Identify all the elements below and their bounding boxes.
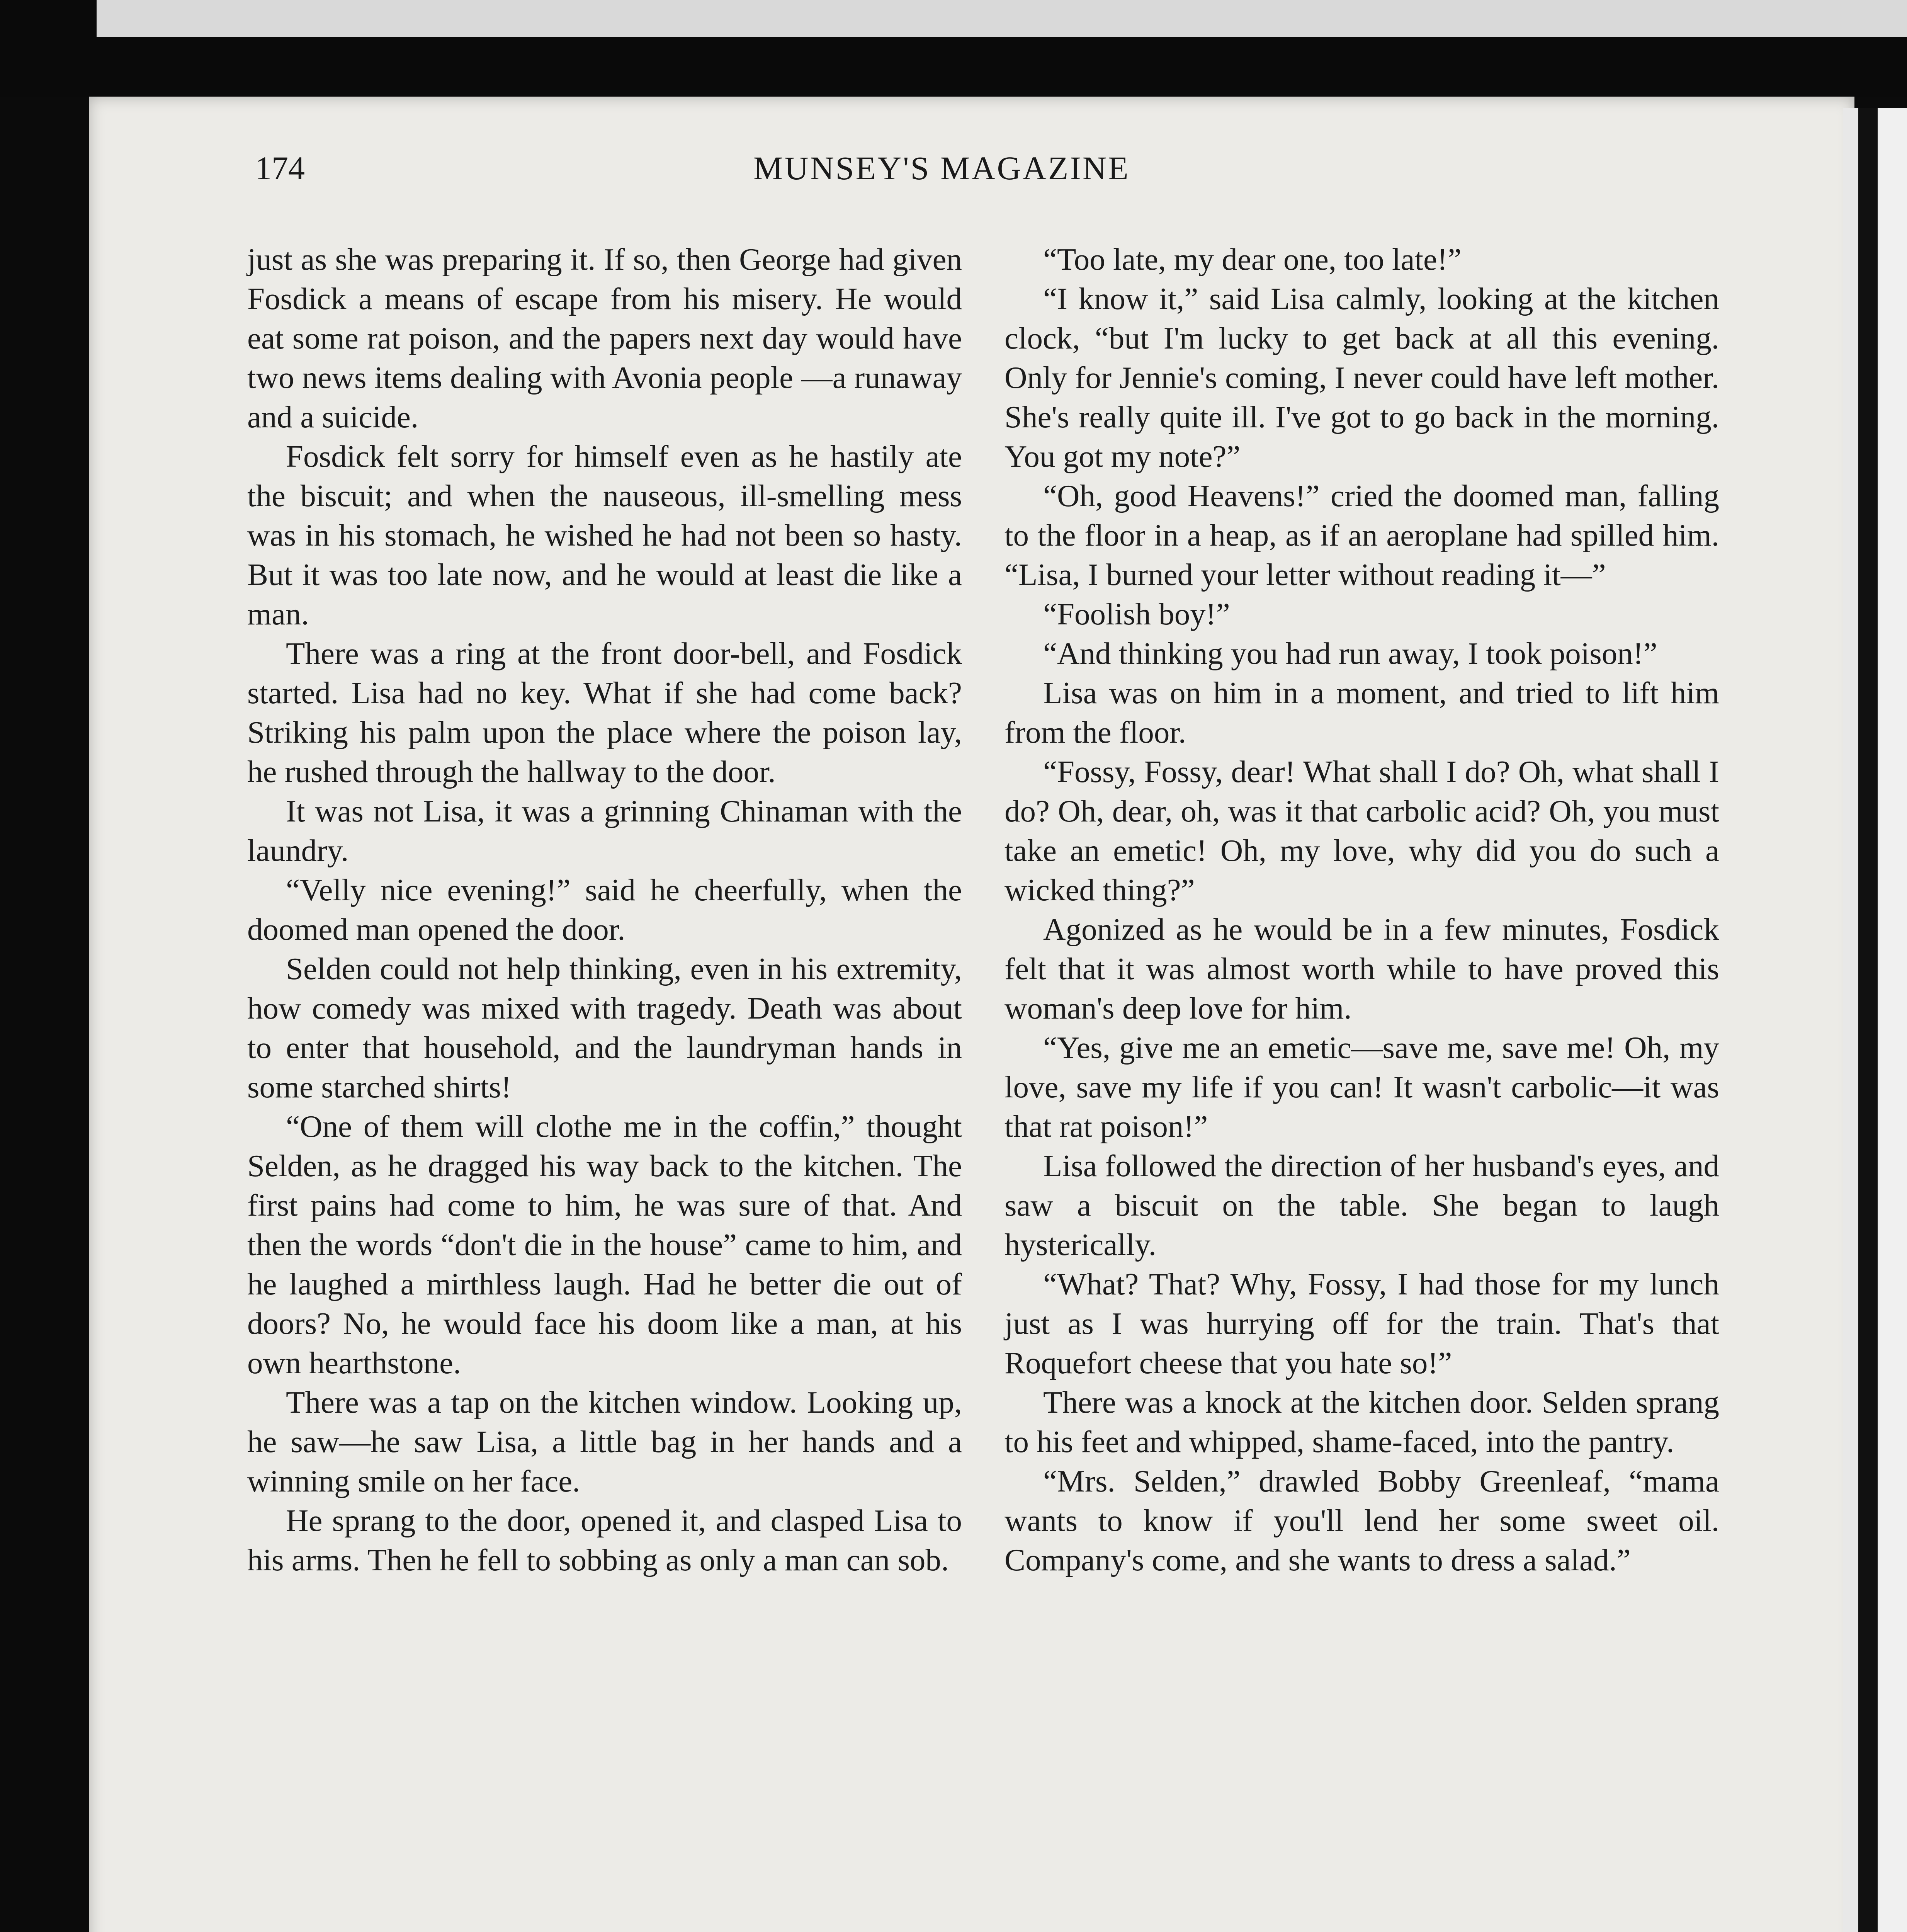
paragraph: Lisa was on him in a moment, and tried to lift him from the floor. xyxy=(1004,675,1719,750)
paragraph: “Yes, give me an emetic—save me, save me! Oh, my love, save my life if you can! It wasn't carbolic—it was that rat poison!” xyxy=(1004,1030,1719,1144)
page-edge-right xyxy=(1843,108,1907,1932)
paragraph: Agonized as he would be in a few minutes, Fosdick felt that it was almost worth while to have proved this woman's deep love for him. xyxy=(1004,912,1719,1026)
paragraph: “And thinking you had run away, I took poison!” xyxy=(1043,636,1657,671)
paragraph: “What? That? Why, Fossy, I had those for my lunch just as I was hurrying off for the train. That's that Roquefort cheese that you hate so!” xyxy=(1004,1267,1719,1380)
paragraph: just as she was preparing it. If so, then George had given Fosdick a means of escape from his misery. He would eat some rat poison, and the papers next day would have two news items dealing with Avonia people —a runaway and a suicide. xyxy=(247,242,962,434)
paragraph: “I know it,” said Lisa calmly, looking at the kitchen clock, “but I'm lucky to get back at all this evening. Only for Jennie's coming, I never could have left mother. She's really quite ill. I've got to go back in the morning. You got my note?” xyxy=(1004,281,1719,474)
left-column xyxy=(247,240,962,1580)
paragraph: “Oh, good Heavens!” cried the doomed man, falling to the floor in a heap, as if an aeroplane had spilled him. “Lisa, I burned your letter without reading it—” xyxy=(1004,478,1719,592)
paragraph: Selden could not help thinking, even in his extremity, how comedy was mixed with tragedy. Death was about to enter that household, and the laundryman hands in some starched shirts! xyxy=(247,951,962,1104)
paragraph: Fosdick felt sorry for himself even as he hastily ate the biscuit; and when the nauseous, ill-smelling mess was in his stomach, he wished he had not been so hasty. But it was too late now, and he would at least die like a man. xyxy=(247,439,962,631)
right-column xyxy=(1004,240,1719,1580)
paragraph: It was not Lisa, it was a grinning Chinaman with the laundry. xyxy=(247,794,962,868)
running-head: MUNSEY'S MAGAZINE xyxy=(753,150,1130,187)
paragraph: Lisa followed the direction of her husband's eyes, and saw a biscuit on the table. She began to laugh hysterically. xyxy=(1004,1148,1719,1262)
paragraph: “Too late, my dear one, too late!” xyxy=(1043,242,1462,277)
paragraph: “Mrs. Selden,” drawled Bobby Greenleaf, “mama wants to know if you'll lend her some sweet oil. Company's come, and she wants to dress a salad.” xyxy=(1004,1464,1719,1577)
paragraph: “Fossy, Fossy, dear! What shall I do? Oh, what shall I do? Oh, dear, oh, was it that carbolic acid? Oh, you must take an emetic! Oh, my love, why did you do such a wicked thing?” xyxy=(1004,754,1719,907)
paragraph: There was a tap on the kitchen window. Looking up, he saw—he saw Lisa, a little bag in her hands and a winning smile on her face. xyxy=(247,1385,962,1498)
paragraph: “Foolish boy!” xyxy=(1043,597,1230,631)
paragraph: “One of them will clothe me in the coffin,” thought Selden, as he dragged his way back to the kitchen. The first pains had come to him, he was sure of that. And then the words “don't die in the house” came to him, and he laughed a mirthless laugh. Had he better die out of doors? No, he would face his doom like a man, at his own hearthstone. xyxy=(247,1109,962,1380)
paragraph: “Velly nice evening!” said he cheerfully, when the doomed man opened the door. xyxy=(247,872,962,947)
paragraph: He sprang to the door, opened it, and clasped Lisa to his arms. Then he fell to sobbing as only a man can sob. xyxy=(247,1503,962,1577)
page-number: 174 xyxy=(255,150,305,187)
paragraph: There was a ring at the front door-bell, and Fosdick started. Lisa had no key. What if she had come back? Striking his palm upon the place where the poison lay, he rushed through the hallway to the door. xyxy=(247,636,962,789)
previous-page-edge xyxy=(97,0,1907,37)
paragraph: There was a knock at the kitchen door. Selden sprang to his feet and whipped, shame-faced, into the pantry. xyxy=(1004,1385,1719,1459)
